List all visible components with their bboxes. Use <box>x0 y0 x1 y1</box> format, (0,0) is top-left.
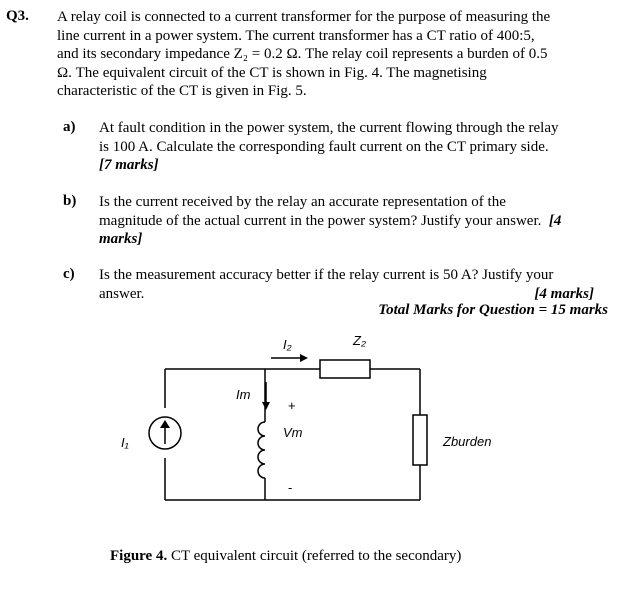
part-b-text <box>99 193 604 249</box>
figure-caption <box>110 548 461 565</box>
label-i2: I₂ <box>283 337 292 352</box>
question-intro <box>57 8 597 101</box>
part-b-marks-end: marks] <box>99 231 143 247</box>
part-c-label: c) <box>63 266 75 282</box>
figure-label: Figure 4. <box>110 548 168 564</box>
intro-line: and its secondary impedance Z₂ = 0.2 Ω. The relay coil represents a burden of 0.5 <box>57 46 548 62</box>
part-b-line: Is the current received by the relay an accurate representation of the <box>99 194 506 210</box>
intro-line: A relay coil is connected to a current transformer for the purpose of measuring the <box>57 9 551 25</box>
ct-equivalent-circuit <box>0 320 634 550</box>
im-arrow-head <box>262 402 270 410</box>
source-arrow-head <box>160 420 170 428</box>
part-a-marks: [7 marks] <box>99 157 159 173</box>
label-z2: Z₂ <box>353 333 366 348</box>
figure-caption-text: CT equivalent circuit (referred to the secondary) <box>167 548 462 564</box>
label-vm: Vm <box>283 425 303 440</box>
label-i1: I₁ <box>121 435 129 450</box>
question-number: Q3. <box>6 8 29 24</box>
part-b-line: magnitude of the actual current in the power system? Justify your answer. <box>99 212 542 229</box>
part-c-line: Is the measurement accuracy better if the relay current is 50 A? Justify your <box>99 267 554 283</box>
label-minus: - <box>288 480 293 495</box>
label-plus: + <box>288 398 296 413</box>
part-c-text <box>99 266 594 303</box>
intro-line: characteristic of the CT is given in Fig. 5. <box>57 83 307 99</box>
part-a-label: a) <box>63 119 76 135</box>
part-b-marks-start: [4 <box>548 212 562 229</box>
intro-line: line current in a power system. The current transformer has a CT ratio of 400:5, <box>57 27 535 44</box>
magnetising-inductor <box>258 422 265 478</box>
label-im: Im <box>236 387 251 402</box>
part-c-marks: [4 marks] <box>534 285 594 302</box>
total-marks: Total Marks for Question = 15 marks <box>378 302 608 318</box>
part-a-text <box>99 119 604 175</box>
label-zburden: Zburden <box>443 434 492 449</box>
i2-arrow-head <box>300 354 308 362</box>
intro-line: Ω. The equivalent circuit of the CT is shown in Fig. 4. The magnetising <box>57 64 487 81</box>
z2-resistor <box>320 360 370 378</box>
zburden-resistor <box>413 415 427 465</box>
part-a-line: is 100 A. Calculate the corresponding fault current on the CT primary side. <box>99 138 549 155</box>
part-c-line: answer. <box>99 285 145 302</box>
part-b-label: b) <box>63 193 77 209</box>
part-a-line: At fault condition in the power system, the current flowing through the relay <box>99 120 559 136</box>
